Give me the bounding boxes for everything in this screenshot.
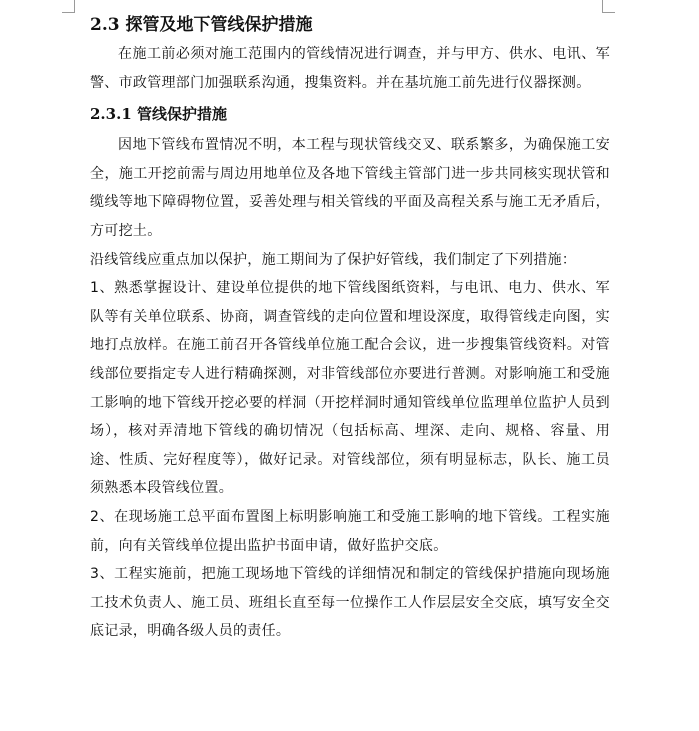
- subsection-paragraph-2: 沿线管线应重点加以保护，施工期间为了保护好管线，我们制定了下列措施：: [90, 251, 577, 268]
- section-heading: 2.3 探管及地下管线保护措施: [90, 15, 313, 35]
- subsection-heading: 2.3.1 管线保护措施: [90, 105, 227, 124]
- margin-corner-mark-left: [62, 0, 75, 13]
- subsection-paragraph-1: 因地下管线布置情况不明，本工程与现状管线交叉、联系繁多，为确保施工安全，施工开挖前需与周边用地单位及各地下管线主管部门进一步共同核实现状管和缆线等地下障碍物位置，妥善处理与相关管线的平面及高程关系与施工无矛盾后，方可挖土。: [90, 137, 610, 239]
- measure-item-3: 3、工程实施前，把施工现场地下管线的详细情况和制定的管线保护措施向现场施工技术负责人、施工员、班组长直至每一位操作工人作层层安全交底，填写安全交底记录，明确各级人员的责任。: [90, 566, 610, 640]
- measure-item-2: 2、在现场施工总平面布置图上标明影响施工和受施工影响的地下管线。工程实施前，向有关管线单位提出监护书面申请，做好监护交底。: [90, 508, 610, 554]
- section-intro-paragraph: 在施工前必须对施工范围内的管线情况进行调查，并与甲方、供水、电讯、军警、市政管理部门加强联系沟通，搜集资料。并在基坑施工前先进行仪器探测。: [90, 46, 610, 91]
- measure-item-1: 1、熟悉掌握设计、建设单位提供的地下管线图纸资料，与电讯、电力、供水、军队等有关单位联系、协商，调查管线的走向位置和埋设深度，取得管线走向图，实地打点放样。在施工前召开各管线单位施工配合会议，进一步搜集管线资料。对管线部位要指定专人进行精确探测，对非管线部位亦要进行普测。对影响施工和受施工影响的地下管线开挖必要的样洞（开挖样洞时通知管线单位监理单位监护人员到场），核对弄清地下管线的确切情况（包括标高、埋深、走向、规格、容量、用途、性质、完好程度等），做好记录。对管线部位，须有明显标志，队长、施工员须熟悉本段管线位置。: [90, 280, 610, 497]
- document-body: [90, 10, 610, 646]
